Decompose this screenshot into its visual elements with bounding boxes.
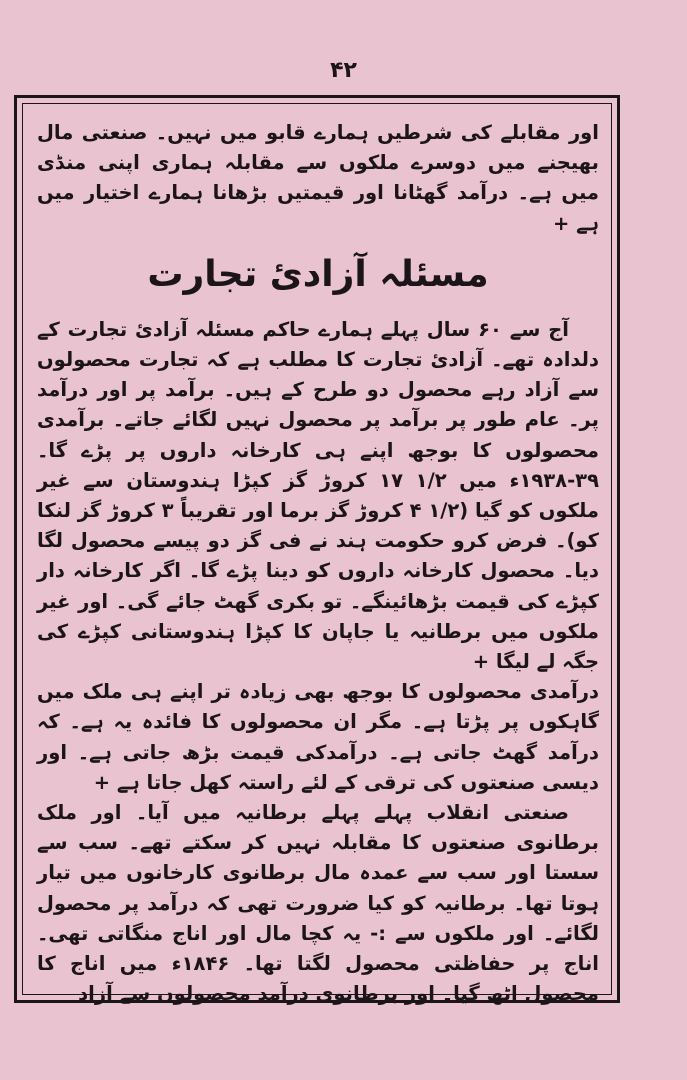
paragraph-industrial-revolution: صنعتی انقلاب پہلے پہلے برطانیہ میں آیا۔ اور ملک برطانوی صنعتوں کا مقابلہ نہیں کر سکتے تھے۔ سب سے سستا اور سب سے عمدہ مال برطانوی کارخانوں میں تیار ہوتا تھا۔ برطانیہ کو کیا ضرورت تھی کہ درآمد پر محصول لگائے۔ اور ملکوں سے :- یہ کچا مال اور اناج منگاتی تھی۔ اناج پر حفاظتی محصول لگتا تھا۔ ۱۸۴۶ء میں اناج کا محصول اٹھ گیا۔ اور برطانوی درآمد محصولوں سے آزاد [37, 801, 599, 1006]
paragraph-import-duties: درآمدی محصولوں کا بوجھ بھی زیادہ تر اپنے ہی ملک میں گاہکوں پر پڑتا ہے۔ مگر ان محصولوں کا فائدہ یہ ہے۔ کہ درآمد گھٹ جاتی ہے۔ درآمدکی قیمت بڑھ جاتی ہے۔ اور دیسی صنعتوں کی ترقی کے لئے راستہ کھل جاتا ہے + [37, 680, 599, 794]
section-heading: مسئلہ آزادیٔ تجارت [147, 253, 489, 295]
intro-paragraph: اور مقابلے کی شرطیں ہمارے قابو میں نہیں۔ صنعتی مال بھیجنے میں دوسرے ملکوں سے مقابلہ ہماری اپنی منڈی میں ہے۔ درآمد گھٹانا اور قیمتیں بڑھانا ہمارے اختیار میں ہے + [37, 121, 599, 235]
text-frame [22, 103, 612, 1006]
page-number: ۴۲ [330, 58, 357, 83]
paragraph-free-trade: آج سے ۶۰ سال پہلے ہمارے حاکم مسئلہ آزادیٔ تجارت کے دلدادہ تھے۔ آزادیٔ تجارت کا مطلب ہے کہ تجارت محصولوں سے آزاد رہے محصول دو طرح کے ہیں۔ برآمد پر اور درآمد پر۔ عام طور پر برآمد پر محصول نہیں لگائے جاتے۔ برآمدی محصولوں کا بوجھ اپنے ہی کارخانہ داروں پر پڑے گا۔ ۳۹-۱۹۳۸ء میں ۱/۲ ۱۷ کروڑ گز کپڑا ہندوستان سے غیر ملکوں کو گیا (۱/۲ ۴ کروڑ گز برما اور تقریباً ۳ کروڑ گز لنکا کو)۔ فرض کرو حکومت ہند نے فی گز دو پیسے محصول لگا دیا۔ محصول کارخانہ داروں کو دینا پڑے گا۔ اگر کارخانہ دار کپڑے کی قیمت بڑھائینگے۔ تو بکری گھٹ جائے گی۔ اور غیر ملکوں میں برطانیہ یا جاپان کا کپڑا ہندوستانی کپڑے کی جگہ لے لیگا + [37, 317, 600, 674]
